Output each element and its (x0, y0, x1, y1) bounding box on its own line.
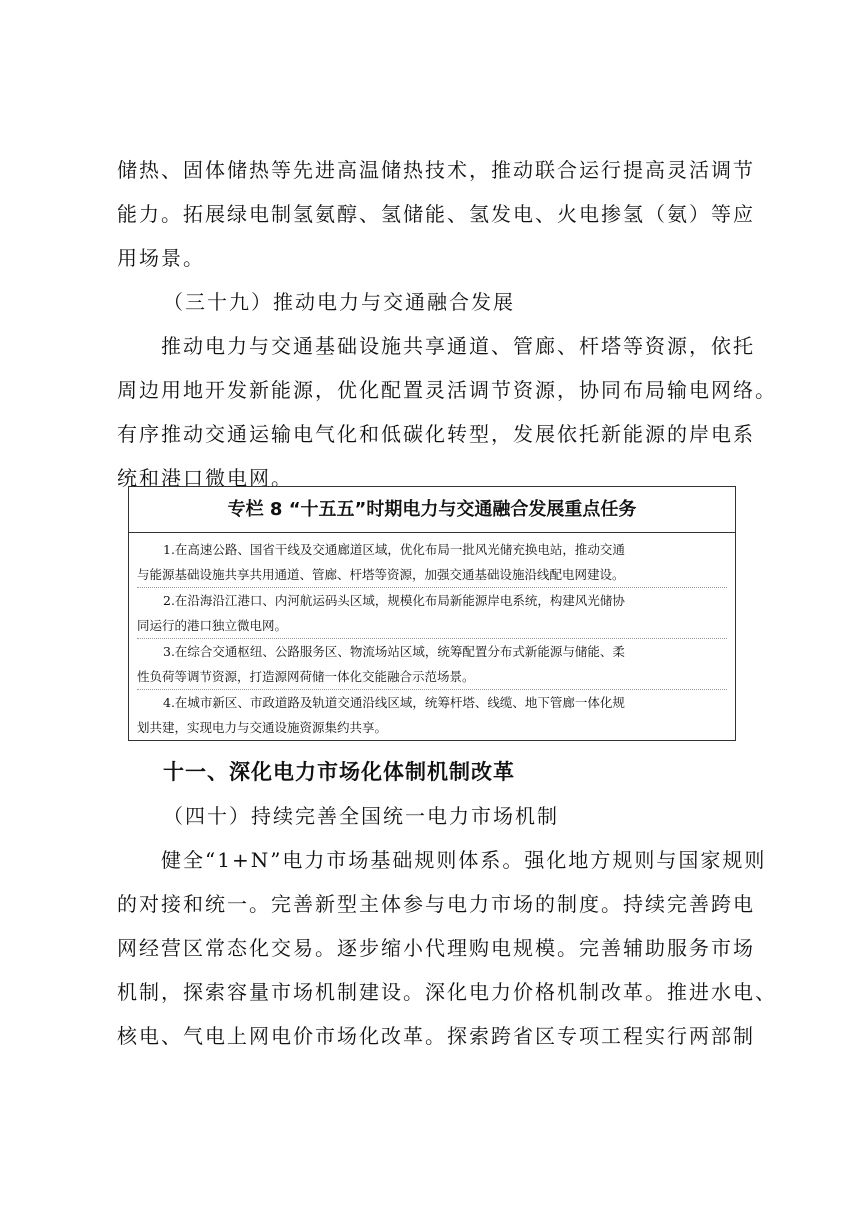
text-line: 网经营区常态化交易。逐步缩小代理购电规模。完善辅助服务市场 (117, 936, 755, 960)
paragraph-power-transport (117, 324, 777, 500)
task-line: 同运行的港口独立微电网。 (137, 618, 288, 633)
text-line: 机制，探索容量市场机制建设。深化电力价格机制改革。推进水电、 (117, 980, 777, 1004)
task-line: 划共建，实现电力与交通设施资源集约共享。 (137, 720, 388, 735)
task-item (137, 588, 727, 639)
column-box-title: 专栏 8 “十五五”时期电力与交通融合发展重点任务 (129, 487, 735, 533)
column-box-8 (128, 486, 736, 741)
text-line: 有序推动交通运输电气化和低碳化转型，发展依托新能源的岸电系 (117, 422, 755, 446)
task-line: 2.在沿海沿江港口、内河航运码头区域，规模化布局新能源岸电系统，构建风光储协 (163, 593, 625, 608)
text-line: 核电、气电上网电价市场化改革。探索跨省区专项工程实行两部制 (117, 1024, 755, 1048)
task-line: 3.在综合交通枢纽、公路服务区、物流场站区域，统筹配置分布式新能源与储能、柔 (163, 644, 625, 659)
text-line: 储热、固体储热等先进高温储热技术，推动联合运行提高灵活调节 (117, 158, 755, 182)
task-item (137, 639, 727, 690)
column-box-body (129, 533, 735, 740)
paragraph-storage-hydrogen (117, 148, 755, 280)
text-line: 统和港口微电网。 (117, 466, 293, 490)
section-heading-40: （四十）持续完善全国统一电力市场机制 (163, 804, 559, 828)
section-heading-39: （三十九）推动电力与交通融合发展 (163, 290, 515, 314)
paragraph-market-mechanism (117, 838, 777, 1058)
chapter-heading-11: 十一、深化电力市场化体制机制改革 (163, 760, 515, 784)
task-line: 4.在城市新区、市政道路及轨道交通沿线区域，统筹杆塔、线缆、地下管廊一体化规 (163, 695, 625, 710)
task-line: 1.在高速公路、国省干线及交通廊道区域，优化布局一批风光储充换电站，推动交通 (163, 542, 625, 557)
text-line: 推动电力与交通基础设施共享通道、管廊、杆塔等资源，依托 (161, 334, 755, 358)
text-line: 能力。拓展绿电制氢氨醇、氢储能、氢发电、火电掺氢（氨）等应 (117, 202, 755, 226)
text-line: 周边用地开发新能源，优化配置灵活调节资源，协同布局输电网络。 (117, 378, 777, 402)
text-line: 的对接和统一。完善新型主体参与电力市场的制度。持续完善跨电 (117, 892, 755, 916)
task-line: 与能源基础设施共享共用通道、管廊、杆塔等资源，加强交通基础设施沿线配电网建设。 (137, 567, 625, 582)
task-line: 性负荷等调节资源，打造源网荷储一体化交能融合示范场景。 (137, 669, 475, 684)
text-line: 健全“1+N”电力市场基础规则体系。强化地方规则与国家规则 (161, 848, 767, 872)
task-item (137, 690, 727, 740)
task-item (137, 537, 727, 588)
text-line: 用场景。 (117, 246, 205, 270)
